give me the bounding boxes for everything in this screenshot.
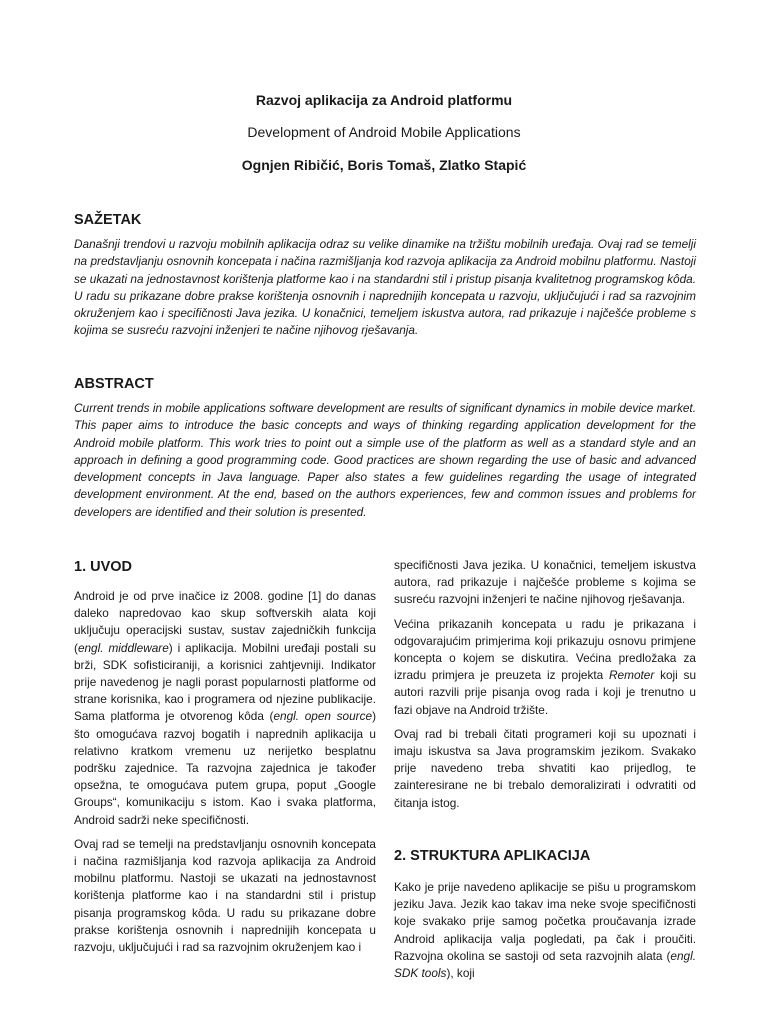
text-run: ), koji [446,966,475,981]
text-run-italic: engl. middleware [77,640,169,655]
struktura-heading: 2. STRUKTURA APLIKACIJA [394,848,591,864]
text-run-italic: engl. SDK tools [394,948,696,981]
struktura-paragraph-1 [394,879,696,982]
sazetak-text: Današnji trendovi u razvoju mobilnih aplikacija odraz su velike dinamike na tržištu mobilnih uređaja. Ovaj rad se temelji na predstavljanju osnovnih koncepata i načina razmišljanja kod razvoja aplikacija za Android mobilnu platformu. Nastoji se ukazati na jednostavnost korištenja platforme kao i na standardni stil i pristup pisanja kvalitetnog programskog kôda. U radu su prikazane dobre prakse korištenja osnovnih i naprednijih koncepata u razvoju, uključujući i rad sa razvojnim okruženjem kao i specifičnosti Java jezika. U konačnici, temeljem iskustva autora, rad prikazuje i najčešće probleme s kojima se susreću razvojni inženjeri te načine njihovog rješavanja. [74,237,696,338]
abstract-text: Current trends in mobile applications software development are results of significant dynamics in mobile device market. This paper aims to introduce the basic concepts and ways of thinking regarding application development for the Android mobile platform. This work tries to point out a simple use of the platform as well as a standard style and an approach in defining a good programming code. Good practices are shown regarding the use of basic and advanced development concepts in Java language. Paper also states a few guidelines regarding the usage of integrated development environment. At the end, based on the authors experiences, few and common issues and problems for developers are identified and their solution is presented. [74,401,696,519]
paper-title: Razvoj aplikacija za Android platformu [255,92,513,108]
text-run: ) i aplikacija. Mobilni uređaji postali su brži, SDK sofisticiraniji, a korisnici zahtjevniji. Indikator prije navedenog je nagli porast popularnosti platforme od strane korisnika, kao i programera od njezine publikacije. Sama platforma je otvorenog kôda ( [74,640,376,724]
text-run: ) što omogućava razvoj bogatih i naprednih aplikacija u relativno kratkom vremenu uz nerijetko besplatnu podršku zajednice. Ta razvojna zajednica je također opsežna, te omogućava putem grupa, poput „Google Groups“, komunikaciju s istom. Kao i svaka platforma, Android sadrži neke specifičnosti. [74,709,376,827]
uvod-paragraph-2: Ovaj rad se temelji na predstavljanju osnovnih koncepata i načina razmišljanja kod razvoja aplikacija za Android mobilnu platformu. Nastoji se ukazati na jednostavnost korištenja platforme kao i na standardni stil i pristup pisanja programskog kôda. U radu su prikazane dobre prakse korištenja osnovnih i naprednijih koncepata u razvoju, uključujući i rad sa razvojnim okruženjem kao i [74,836,376,955]
uvod-paragraph-4 [394,616,696,719]
text-run: Većina prikazanih koncepata u radu je prikazana i odgovarajućim primjerima koji prikazuju osnovu primjene koncepta o kojem se diskutira. Većina predložaka za izradu primjera je preuzeta iz projekta [394,616,696,683]
struktura-column [394,879,696,989]
sazetak-heading: SAŽETAK [74,212,142,228]
left-column [74,588,376,963]
paper-authors: Ognjen Ribičić, Boris Tomaš, Zlatko Stapić [241,157,527,173]
uvod-paragraph-5: Ovaj rad bi trebali čitati programeri koji su upoznati i imaju iskustva sa Java programskim jezikom. Svakako prije navedeno treba shvatiti kao prijedlog, te zainteresirane ne bi trebalo demoralizirati i odvratiti od čitanja istog. [394,726,696,810]
uvod-paragraph-1 [74,588,376,829]
abstract-heading: ABSTRACT [74,376,154,392]
uvod-paragraph-3: specifičnosti Java jezika. U konačnici, temeljem iskustva autora, rad prikazuje i najčešće probleme s kojima se susreću razvojni inženjeri te načine njihovog rješavanja. [394,558,696,607]
text-run-italic: engl. open source [273,709,373,724]
text-run: Android je od prve inačice iz 2008. godine [1] do danas daleko napredovao kao skup softverskih alata koji uključuju operacijski sustav, sustav zajedničkih funkcija ( [74,589,376,655]
uvod-heading: 1. UVOD [74,559,133,575]
right-column [394,557,696,819]
paper-subtitle: Development of Android Mobile Applications [247,124,521,140]
text-run: Kako je prije navedeno aplikacije se pišu u programskom jeziku Java. Jezik kao takav ima neke svoje specifičnosti koje svakako prije samog početka proučavanja izrade Android aplikacija valja pogledati, pa čak i proučiti. Razvojna okolina se sastoji od seta razvojnih alata ( [394,880,696,963]
text-run-italic: Remoter [609,668,655,683]
text-run: koji su autori razvili prije pisanja ovog rada i koji je trenutno u fazi objave na Android tržište. [394,668,697,717]
